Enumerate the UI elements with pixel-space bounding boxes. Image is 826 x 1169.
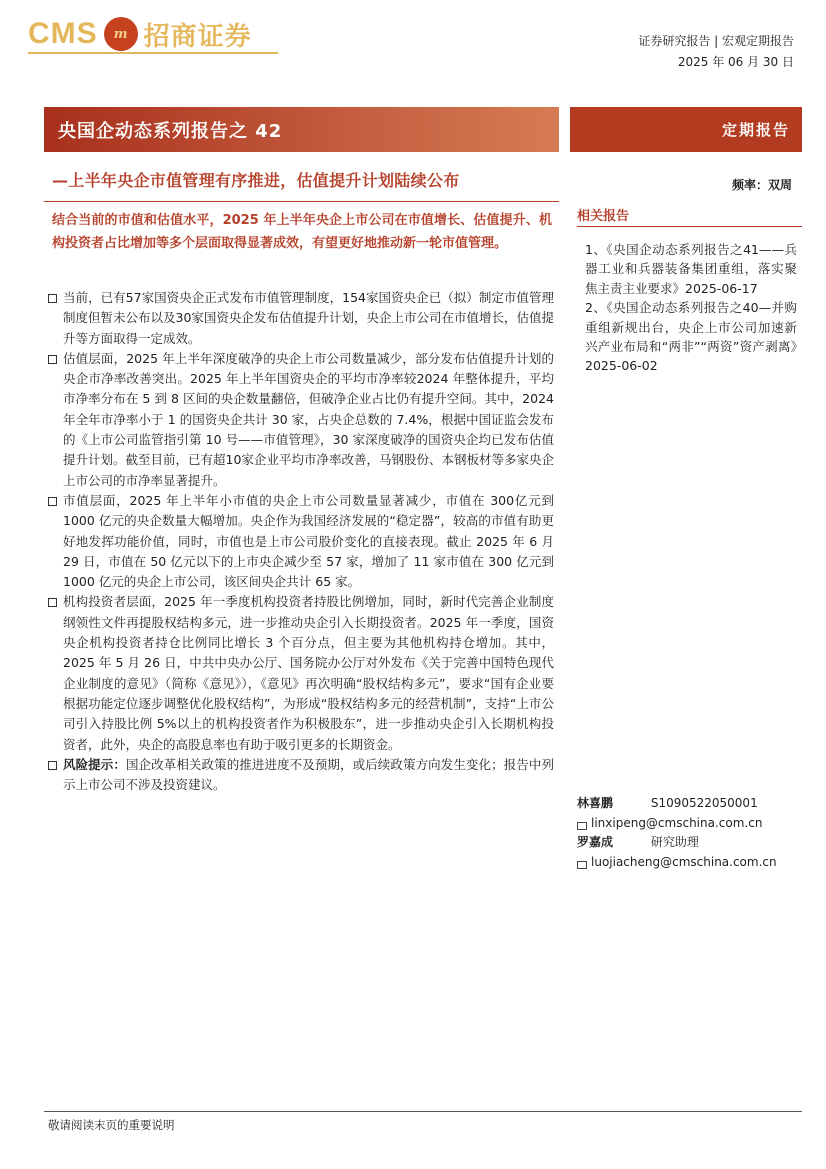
logo-latin: CMS bbox=[28, 17, 98, 50]
bullet-item bbox=[46, 592, 554, 754]
bullet-text: 当前，已有57家国资央企正式发布市值管理制度，154家国资央企已（拟）制定市值管理制度但暂未公布以及30家国资央企发布估值提升计划，央企上市公司在市值增长，估值提升等方面取得一定成效。 bbox=[63, 290, 554, 346]
bullet-text: 估值层面，2025 年上半年深度破净的央企上市公司数量减少，部分发布估值提升计划的央企市净率改善突出。2025 年上半年国资央企的平均市净率较2024 年整体提升，平均市净率分布在 5 到 8 区间的央企数量翻倍，但破净企业占比仍有提升空间。其中，2024 年全年市净率小于 1 的国资央企共计 30 家，占央企总数的 7.4%，根据中国证监会发布的《上市公司监管指引第 10 号——市值管理》，30 家深度破净的国资央企均已发布估值提升计划。截至目前，已有超10家企业平均市净率改善，马钢股份、本钢板材等多家央企上市公司的市净率显著提升。 bbox=[63, 350, 554, 488]
analyst-role: 研究助理 bbox=[650, 835, 699, 849]
analyst-email[interactable]: linxipeng@cmschina.com.cn bbox=[577, 816, 762, 830]
title-divider bbox=[44, 201, 559, 202]
footer-divider bbox=[44, 1111, 802, 1112]
checkbox-square-icon bbox=[48, 761, 57, 770]
title-banner bbox=[44, 107, 559, 152]
report-subtitle: —上半年央企市值管理有序推进，估值提升计划陆续公布 bbox=[52, 171, 460, 190]
bullet-text: 机构投资者层面，2025 年一季度机构投资者持股比例增加，同时，新时代完善企业制度纲领性文件再提股权结构多元，进一步推动央企引入长期投资者。2025 年一季度，国资央企机构投资者持仓比例同比增长 3 个百分点，但主要为其他机构持仓增加。其中，2025 年 5 月 26 日，中共中央办公厅、国务院办公厅对外发布《关于完善中国特色现代企业制度的意见》（简称《意见》），《意见》再次明确“股权结构多元”，要求“国有企业要根据功能定位逐步调整优化股权结构”，为形成“股权结构多元的经营机制”，支持“上市公司引入持股比例 5%以上的机构投资者作为积极股东”，进一步推动央企引入长期机构投资者，此外，央企的高股息率也有助于吸引更多的长期资金。 bbox=[63, 594, 554, 752]
report-date: 2025 年 06 月 30 日 bbox=[677, 55, 794, 69]
bullet-text: 市值层面，2025 年上半年小市值的央企上市公司数量显著减少，市值在 300亿元到 1000 亿元的央企数量大幅增加。央企作为我国经济发展的“稳定器”，较高的市值有助更好地发挥功能价值，同时，市值也是上市公司股价变化的直接表现。截止 2025 年 6 月 29 日，市值在 50 亿元以下的上市央企减少至 57 家，增加了 11 家市值在 300 亿元到 1000 亿元的央企上市公司，该区间央企共计 65 家。 bbox=[63, 492, 554, 590]
checkbox-square-icon bbox=[48, 598, 57, 607]
company-logo bbox=[28, 14, 252, 54]
summary-paragraph: 结合当前的市值和估值水平，2025 年上半年央企上市公司在市值增长、估值提升、机构投资者占比增加等多个层面取得显著成效，有望更好地推动新一轮市值管理。 bbox=[52, 213, 552, 252]
bullet-item bbox=[46, 349, 554, 491]
report-frequency: 频率：双周 bbox=[731, 178, 792, 192]
analyst-block bbox=[577, 794, 802, 872]
risk-warning bbox=[63, 755, 554, 796]
bullet-item bbox=[46, 491, 554, 592]
related-reports-list bbox=[585, 240, 797, 376]
analyst-name: 林喜鹏 bbox=[577, 796, 614, 810]
checkbox-square-icon bbox=[48, 355, 57, 364]
related-report-item[interactable]: 1、《央国企动态系列报告之41——兵器工业和兵器装备集团重组，落实聚焦主责主业要求》2025-06-17 bbox=[585, 242, 797, 296]
related-report-item[interactable]: 2、《央国企动态系列报告之40—并购重组新规出台，央企上市公司加速新兴产业布局和“两非”“两资”资产剥离》2025-06-02 bbox=[585, 300, 797, 374]
report-title: 央国企动态系列报告之 42 bbox=[58, 120, 283, 142]
checkbox-square-icon bbox=[48, 497, 57, 506]
analyst-email-row bbox=[577, 814, 802, 834]
analyst-row bbox=[577, 833, 802, 853]
report-type: 证券研究报告 | 宏观定期报告 bbox=[638, 34, 794, 48]
checkbox-square-icon bbox=[48, 294, 57, 303]
risk-text: 国企改革相关政策的推进进度不及预期，或后续政策方向发生变化；报告中列示上市公司不涉及投资建议。 bbox=[63, 756, 554, 793]
report-category-banner bbox=[570, 107, 802, 152]
risk-warning-item bbox=[46, 755, 554, 796]
logo-badge-icon: m bbox=[104, 17, 138, 51]
related-reports-title: 相关报告 bbox=[577, 209, 630, 224]
risk-label: 风险提示： bbox=[63, 756, 126, 772]
bullet-item bbox=[46, 288, 554, 349]
analyst-email-row bbox=[577, 853, 802, 873]
logo-chinese: 招商证券 bbox=[143, 21, 252, 52]
related-divider bbox=[577, 226, 802, 227]
analyst-license: S1090522050001 bbox=[650, 796, 758, 810]
logo-underline bbox=[28, 52, 278, 54]
analyst-name: 罗嘉成 bbox=[577, 835, 614, 849]
analyst-email[interactable]: luojiacheng@cmschina.com.cn bbox=[577, 855, 777, 869]
analyst-row bbox=[577, 794, 802, 814]
bullet-list bbox=[46, 288, 554, 795]
report-category: 定期报告 bbox=[721, 121, 790, 139]
footer-disclaimer: 敬请阅读末页的重要说明 bbox=[48, 1118, 175, 1132]
